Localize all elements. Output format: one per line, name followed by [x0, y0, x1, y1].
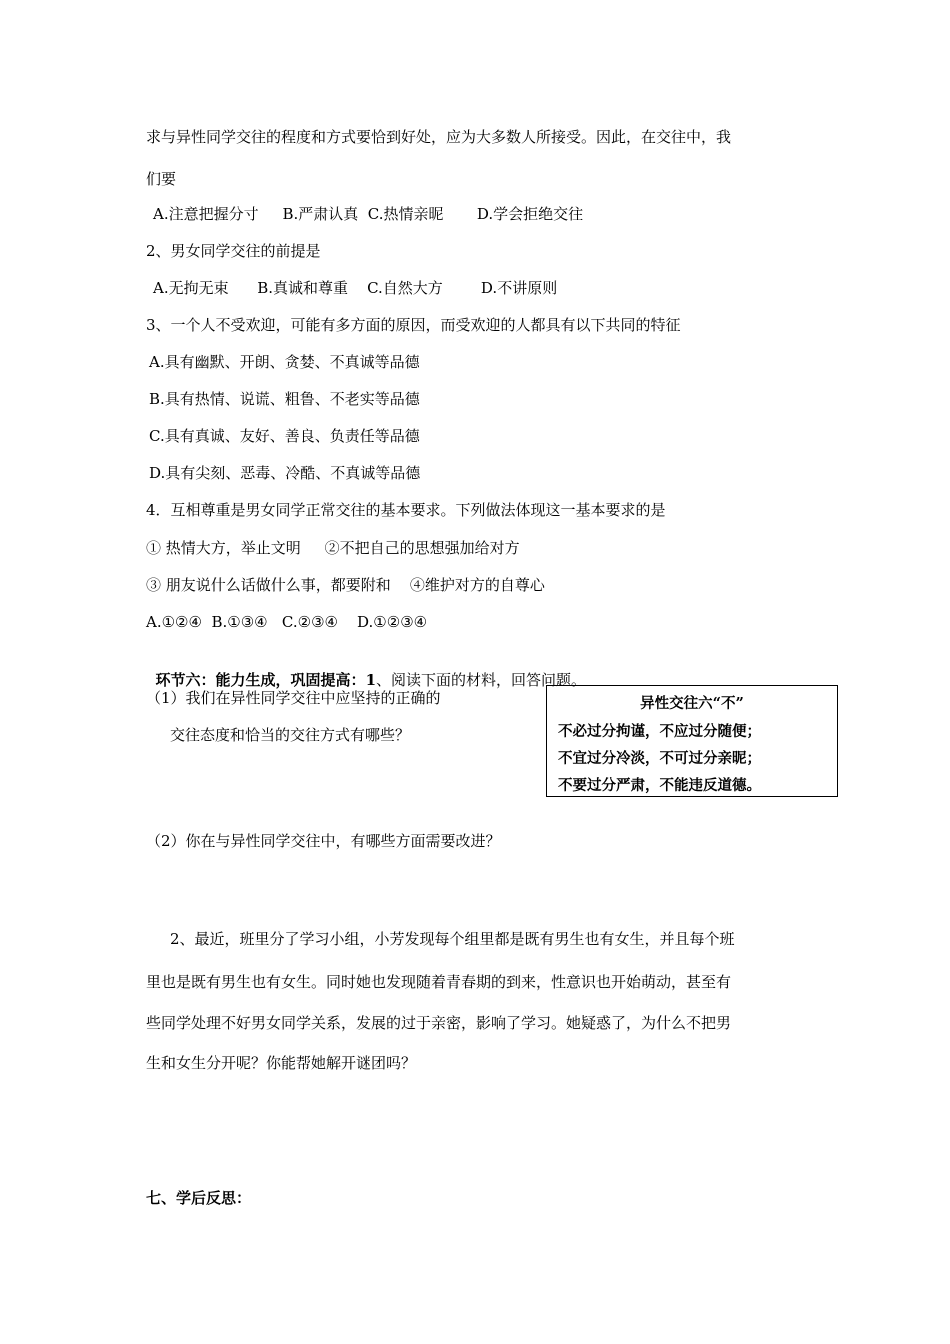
case-line2: 里也是既有男生也有女生。同时她也发现随着青春期的到来，性意识也开始萌动，甚至有 — [146, 973, 732, 991]
q4-options: A.①②④ B.①③④ C.②③④ D.①②③④ — [146, 613, 428, 631]
section7-heading: 七、学后反思： — [146, 1189, 252, 1207]
case-line4: 生和女生分开呢？你能帮她解开谜团吗？ — [146, 1054, 417, 1072]
section6-heading: 环节六：能力生成，巩固提高： — [155, 671, 366, 689]
q3-option-c: C.具有真诚、友好、善良、负责任等品德 — [149, 427, 420, 445]
q3-stem: 3、一个人不受欢迎，可能有多方面的原因，而受欢迎的人都具有以下共同的特征 — [146, 316, 681, 334]
q3-option-a: A.具有幽默、开朗、贪婪、不真诚等品德 — [149, 353, 420, 371]
q3-option-b: B.具有热情、说谎、粗鲁、不老实等品德 — [149, 390, 420, 408]
sub-question-1-line1: （1）我们在异性同学交往中应坚持的正确的 — [146, 689, 441, 707]
q1-stem-line1: 求与异性同学交往的程度和方式要恰到好处，应为大多数人所接受。因此，在交往中，我 — [146, 128, 732, 146]
q1-stem-line2: 们要 — [146, 170, 177, 188]
six-nos-box — [546, 685, 838, 797]
case-line1: 2、最近，班里分了学习小组，小芳发现每个组里都是既有男生也有女生，并且每个班 — [170, 930, 735, 948]
sub-question-2: （2）你在与异性同学交往中，有哪些方面需要改进？ — [146, 832, 501, 850]
q4-items-1: ① 热情大方，举止文明 ②不把自己的思想强加给对方 — [146, 539, 520, 557]
six-nos-title: 异性交往六“不” — [640, 695, 744, 712]
section6-intro: 、阅读下面的材料，回答问题。 — [376, 671, 587, 689]
section6-line — [146, 650, 586, 690]
q2-stem: 2、男女同学交往的前提是 — [146, 242, 321, 260]
six-nos-row: 不要过分严肃，不能违反道德。 — [558, 777, 761, 794]
q4-stem: 4．互相尊重是男女同学正常交往的基本要求。下列做法体现这一基本要求的是 — [146, 501, 666, 519]
case-line3: 些同学处理不好男女同学关系，发展的过于亲密，影响了学习。她疑惑了，为什么不把男 — [146, 1014, 732, 1032]
q1-options: A.注意把握分寸 B.严肃认真 C.热情亲昵 D.学会拒绝交往 — [153, 205, 584, 223]
six-nos-row: 不必过分拘谨，不应过分随便； — [558, 723, 761, 740]
section6-number: 1 — [365, 671, 376, 689]
sub-question-1-line2: 交往态度和恰当的交往方式有哪些？ — [170, 726, 411, 744]
six-nos-row: 不宜过分冷淡，不可过分亲昵； — [558, 750, 761, 767]
q4-items-2: ③ 朋友说什么话做什么事，都要附和 ④维护对方的自尊心 — [146, 576, 545, 594]
q2-options: A.无拘无束 B.真诚和尊重 C.自然大方 D.不讲原则 — [153, 279, 558, 297]
q3-option-d: D.具有尖刻、恶毒、冷酷、不真诚等品德 — [149, 464, 421, 482]
